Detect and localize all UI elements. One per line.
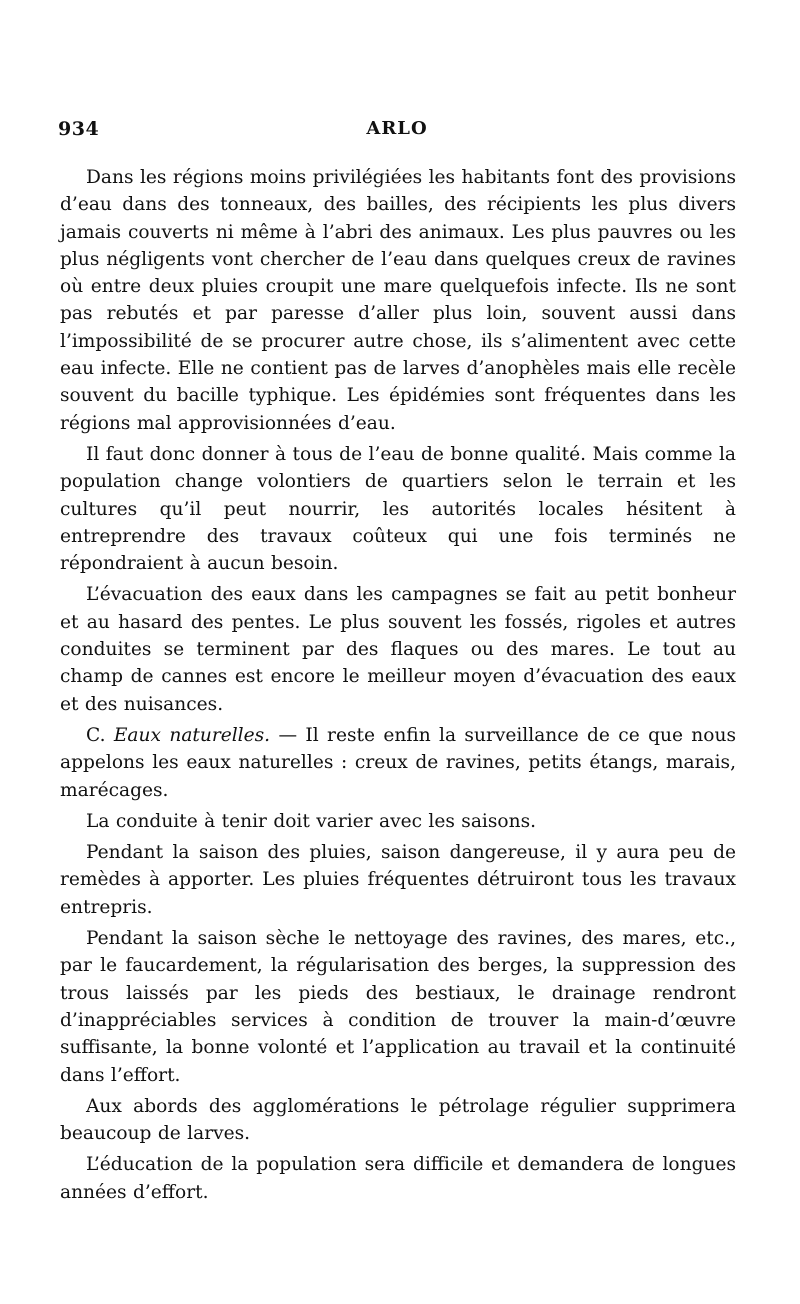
- body-text: [60, 164, 736, 1206]
- paragraph-rainy-season: Pendant la saison des pluies, saison dangereuse, il y aura peu de remèdes à apporter. Les pluies fréquentes détruiront tous les travaux entrepris.: [60, 842, 736, 918]
- running-head: ARLO: [366, 118, 428, 139]
- paragraph-water-supply: Dans les régions moins privilégiées les habitants font des provisions d’eau dans des tonneaux, des bailles, des récipients les plus divers jamais couverts ni même à l’abri des animaux. Les plus pauvres ou les plus négligents vont chercher de l’eau dans quelques creux de ravines où entre deux pluies croupit une mare quelquefois infecte. Ils ne sont pas rebutés et par paresse d’aller plus loin, souvent aussi dans l’impossibilité de se procurer autre chose, ils s’alimentent avec cette eau infecte. Elle ne contient pas de larves d’anophèles mais elle recèle souvent du bacille typhique. Les épidémies sont fréquentes dans les régions mal approvisionnées d’eau.: [60, 167, 736, 434]
- section-text: — Il reste enfin la surveillance de ce que nous appelons les eaux naturelles : creux de ravines, petits étangs, marais, marécages.: [60, 724, 736, 801]
- paragraph-good-water: Il faut donc donner à tous de l’eau de bonne qualité. Mais comme la population change volontiers de quartiers selon le terrain et les cultures qu’il peut nourrir, les autorités locales hésitent à entreprendre des travaux coûteux qui une fois terminés ne répondraient à aucun besoin.: [60, 443, 736, 575]
- paragraph-oiling: Aux abords des agglomérations le pétrolage régulier supprimera beaucoup de larves.: [60, 1095, 736, 1145]
- page-number: 934: [58, 118, 100, 140]
- paragraph-natural-waters: [60, 722, 736, 804]
- page-header: [58, 118, 736, 144]
- section-title: Eaux naturelles.: [113, 724, 271, 746]
- paragraph-seasons: La conduite à tenir doit varier avec les saisons.: [86, 810, 537, 832]
- paragraph-education: L’éducation de la population sera difficile et demandera de longues années d’effort.: [60, 1154, 736, 1203]
- section-letter: C.: [86, 724, 106, 746]
- paragraph-drainage: L’évacuation des eaux dans les campagnes se fait au petit bonheur et au hasard des pentes. Le plus souvent les fossés, rigoles et autres conduites se terminent par des flaques ou des mares. Le tout au champ de cannes est encore le meilleur moyen d’évacuation des eaux et des nuisances.: [60, 584, 736, 715]
- paragraph-dry-season: Pendant la saison sèche le nettoyage des ravines, des mares, etc., par le faucardement, la régularisation des berges, la suppression des trous laissés par les pieds des bestiaux, le drainage rendront d’inappréciables services à condition de trouver la main-d’œuvre suffisante, la bonne volonté et l’application au travail et la continuité dans l’effort.: [60, 928, 736, 1086]
